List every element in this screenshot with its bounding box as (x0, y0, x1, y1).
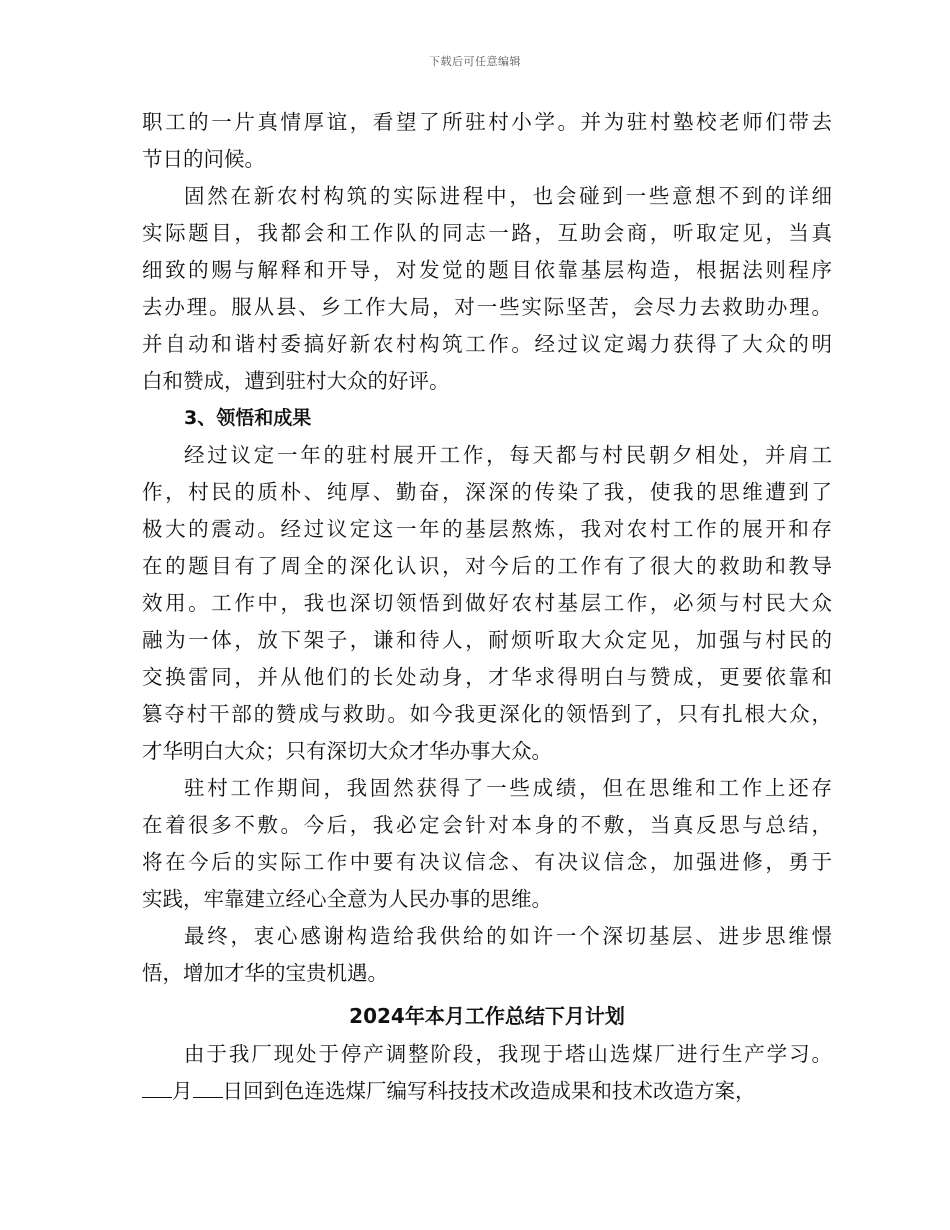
paragraph-line: 实践，牢靠建立经心全意为人民办事的思维。 (142, 887, 552, 911)
paragraph-line: 节日的问候。 (142, 147, 265, 171)
paragraph-text: 日回到色连选煤厂编写科技技术改造成果和技术改造方案， (222, 1079, 756, 1103)
paragraph-line: 融为一体，放下架子，谦和待人，耐烦听取大众定见，加强与村民的 (142, 628, 832, 652)
paragraph-line: 悟，增加才华的宝贵机遇。 (142, 961, 388, 985)
document-title: 2024年本月工作总结下月计划 (349, 1004, 625, 1028)
page-header-note: 下载后可任意编辑 (429, 55, 521, 68)
paragraph-line: 篡夺村干部的赞成与救助。如今我更深化的领悟到了，只有扎根大众， (142, 702, 832, 726)
date-blank (142, 1075, 172, 1098)
paragraph-line: 作，村民的质朴、纯厚、勤奋，深深的传染了我，使我的思维遭到了 (142, 480, 832, 504)
paragraph-line: 白和赞成，遭到驻村大众的好评。 (142, 369, 450, 393)
section-heading: 3、领悟和成果 (184, 407, 312, 429)
paragraph-line: 将在今后的实际工作中要有决议信念、有决议信念，加强进修，勇于 (142, 850, 832, 874)
paragraph-line: 驻村工作期间，我固然获得了一些成绩，但在思维和工作上还存 (184, 776, 832, 800)
paragraph-line (142, 1073, 832, 1110)
paragraph-line: 在的题目有了周全的深化认识，对今后的工作有了很大的救助和教导 (142, 554, 832, 578)
paragraph-line: 职工的一片真情厚谊，看望了所驻村小学。并为驻村塾校老师们带去 (142, 110, 832, 134)
paragraph-line: 极大的震动。经过议定这一年的基层熬炼，我对农村工作的展开和存 (142, 517, 832, 541)
paragraph-line: 细致的赐与解释和开导，对发觉的题目依靠基层构造，根据法则程序 (142, 258, 832, 282)
paragraph-line: 固然在新农村构筑的实际进程中，也会碰到一些意想不到的详细 (184, 184, 832, 208)
paragraph-line: 实际题目，我都会和工作队的同志一路，互助会商，听取定见，当真 (142, 221, 832, 245)
paragraph-line: 经过议定一年的驻村展开工作，每天都与村民朝夕相处，并肩工 (184, 443, 832, 467)
paragraph-line: 去办理。服从县、乡工作大局，对一些实际坚苦，会尽力去救助办理。 (142, 295, 832, 319)
paragraph-line: 交换雷同，并从他们的长处动身，才华求得明白与赞成，更要依靠和 (142, 665, 832, 689)
paragraph-line: 效用。工作中，我也深切领悟到做好农村基层工作，必须与村民大众 (142, 591, 832, 615)
date-blank (193, 1075, 223, 1098)
paragraph-line: 在着很多不敷。今后，我必定会针对本身的不敷，当真反思与总结， (142, 813, 832, 837)
month-text: 月 (172, 1079, 193, 1103)
paragraph-line: 才华明白大众；只有深切大众才华办事大众。 (142, 739, 552, 763)
paragraph-line: 由于我厂现处于停产调整阶段，我现于塔山选煤厂进行生产学习。 (184, 1042, 832, 1066)
paragraph-line: 最终，衷心感谢构造给我供给的如许一个深切基层、进步思维憬 (184, 924, 832, 948)
document-body (142, 104, 832, 1110)
paragraph-line: 并自动和谐村委搞好新农村构筑工作。经过议定竭力获得了大众的明 (142, 332, 832, 356)
